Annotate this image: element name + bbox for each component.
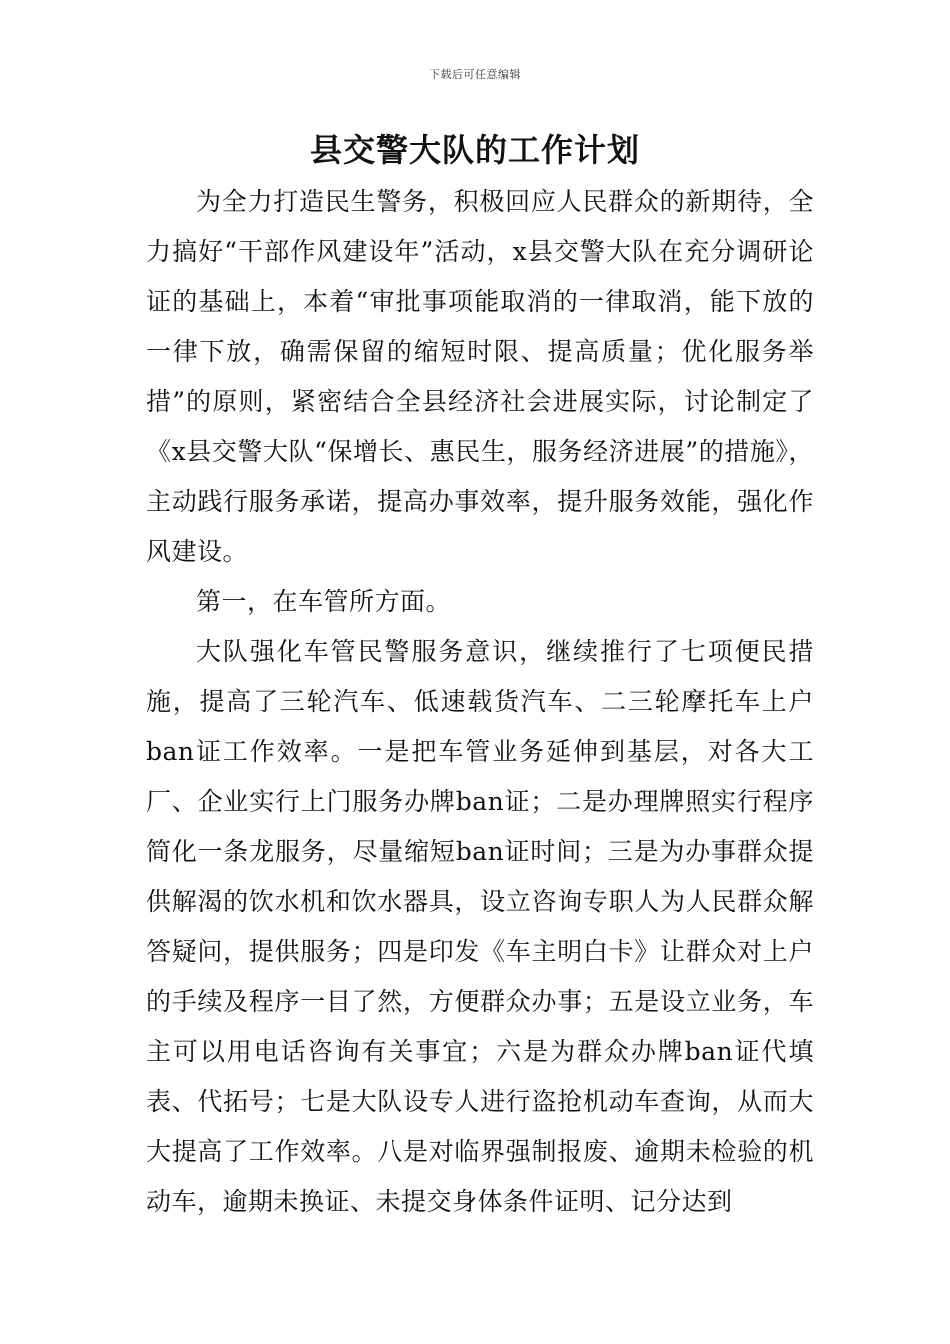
header-note: 下载后可任意编辑 bbox=[429, 68, 521, 81]
paragraph-intro: 为全力打造民生警务，积极回应人民群众的新期待，全力搞好“干部作风建设年”活动，x县交警大队在充分调研论证的基础上，本着“审批事项能取消的一律取消，能下放的一律下放，确需保留的缩短时限、提高质量；优化服务举措”的原则，紧密结合全县经济社会进展实际，讨论制定了《x县交警大队“保增长、惠民生，服务经济进展”的措施》，主动践行服务承诺，提高办事效率，提升服务效能，强化作风建设。 bbox=[146, 187, 814, 566]
paragraph-section-heading: 第一，在车管所方面。 bbox=[196, 587, 452, 616]
paragraph-vehicle-office: 大队强化车管民警服务意识，继续推行了七项便民措施，提高了三轮汽车、低速载货汽车、二三轮摩托车上户ban证工作效率。一是把车管业务延伸到基层，对各大工厂、企业实行上门服务办牌ban证；二是办理牌照实行程序简化一条龙服务，尽量缩短ban证时间；三是为办事群众提供解渴的饮水机和饮水器具，设立咨询专职人为人民群众解答疑问，提供服务；四是印发《车主明白卡》让群众对上户的手续及程序一目了然，方便群众办事；五是设立业务，车主可以用电话咨询有关事宜；六是为群众办牌ban证代填表、代拓号；七是大队设专人进行盗抢机动车查询，从而大大提高了工作效率。八是对临界强制报废、逾期未检验的机动车，逾期未换证、未提交身体条件证明、记分达到 bbox=[146, 637, 814, 1216]
document-title: 县交警大队的工作计划 bbox=[309, 131, 640, 169]
document-body bbox=[146, 177, 814, 1227]
